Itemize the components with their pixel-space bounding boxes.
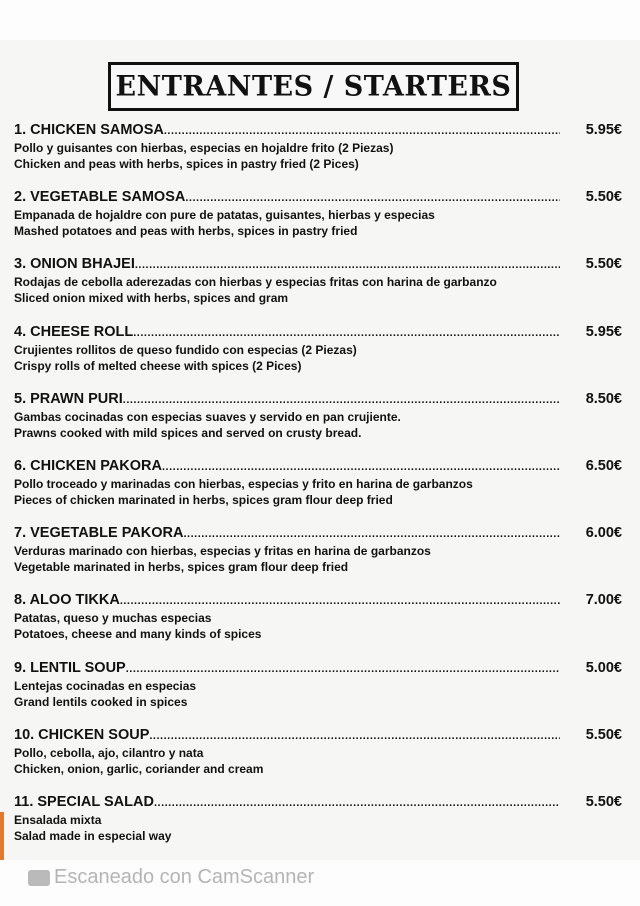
menu-item-description-en: Salad made in especial way [14,828,172,843]
menu-item-header [14,592,622,610]
menu-item [14,458,622,525]
menu-item-description-en: Chicken, onion, garlic, coriander and cream [14,761,264,776]
menu-item [14,189,622,256]
menu-item-name: 2. VEGETABLE SAMOSA [14,189,186,206]
menu-item [14,391,622,458]
menu-item-name: 3. ONION BHAJEI [14,256,135,273]
menu-item-header [14,794,622,812]
menu-item-description-en: Mashed potatoes and peas with herbs, spices in pastry fried [14,224,358,239]
menu-item-price: 6.00€ [585,525,622,542]
menu-item-description-en: Grand lentils cooked in spices [14,694,188,709]
dot-leader [185,192,560,204]
menu-item-description-en: Vegetable marinated in herbs, spices gram flour deep fried [14,560,349,575]
menu-item-description-es: Ensalada mixta [14,812,102,827]
menu-item-description-en: Sliced onion mixed with herbs, spices and gram [14,291,289,306]
menu-item-price: 5.50€ [585,189,622,206]
dot-leader [135,259,560,271]
dot-leader [149,730,560,742]
dot-leader [133,327,560,339]
menu-item-description-en: Prawns cooked with mild spices and served on crusty bread. [14,425,362,440]
menu-item [14,592,622,659]
section-title: ENTRANTES / STARTERS [115,70,512,103]
menu-item [14,256,622,323]
menu-item-name: 9. LENTIL SOUP [14,659,126,676]
menu-item-description-es: Crujientes rollitos de queso fundido con especias (2 Piezas) [14,342,357,357]
menu-item-description-en: Crispy rolls of melted cheese with spices (2 Pices) [14,358,302,373]
menu-item-name: 10. CHICKEN SOUP [14,726,150,743]
menu-items [14,122,622,861]
dot-leader [162,461,560,473]
menu-item-price: 5.50€ [585,256,622,273]
menu-item-price: 6.50€ [585,457,622,474]
menu-item-price: 8.50€ [585,390,622,407]
menu-item-price: 5.50€ [585,793,622,810]
menu-item-header [14,727,622,745]
menu-item-header [14,458,622,476]
menu-item-price: 5.95€ [585,323,622,340]
menu-item-description-en: Pieces of chicken marinated in herbs, spices gram flour deep fried [14,492,393,507]
menu-item-price: 5.00€ [585,659,622,676]
menu-item-price: 5.95€ [585,122,622,138]
watermark [28,866,314,889]
menu-item [14,122,622,189]
menu-item-description-es: Rodajas de cebolla aderezadas con hierbas y especias fritas con harina de garbanzo [14,275,497,290]
menu-item-name: 5. PRAWN PURI [14,390,123,407]
menu-item-name: 11. SPECIAL SALAD [14,793,154,810]
menu-item [14,727,622,794]
menu-item-name: 8. ALOO TIKKA [14,592,120,609]
menu-item-name: 6. CHICKEN PAKORA [14,457,162,474]
menu-item-name: 4. CHEESE ROLL [14,323,134,340]
dot-leader [126,663,560,675]
menu-item-name: 7. VEGETABLE PAKORA [14,525,184,542]
menu-item-description-es: Lentejas cocinadas en especias [14,678,197,693]
menu-item-description-es: Verduras marinado con hierbas, especias y fritas en harina de garbanzos [14,544,431,559]
dot-leader [123,394,560,406]
menu-item-name: 1. CHICKEN SAMOSA [14,122,164,138]
menu-item-price: 7.00€ [585,592,622,609]
menu-item-header [14,525,622,543]
page-edge [0,812,4,860]
dot-leader [183,528,560,540]
watermark-text: Escaneado con CamScanner [54,866,315,888]
menu-item-price: 5.50€ [585,726,622,743]
camscanner-icon [28,870,50,886]
menu-item [14,324,622,391]
dot-leader [154,797,560,809]
menu-item-description-es: Pollo troceado y marinadas con hierbas, especias y frito en harina de garbanzos [14,476,473,491]
menu-item [14,660,622,727]
menu-item [14,794,622,861]
menu-item-description-es: Gambas cocinadas con especias suaves y servido en pan crujiente. [14,409,401,424]
menu-item-header [14,256,622,274]
menu-item-header [14,391,622,409]
menu-item-header [14,324,622,342]
menu-item-description-en: Chicken and peas with herbs, spices in pastry fried (2 Pices) [14,157,359,171]
menu-item-description-es: Pollo, cebolla, ajo, cilantro y nata [14,745,204,760]
menu-item [14,525,622,592]
menu-item-description-es: Pollo y guisantes con hierbas, especias en hojaldre frito (2 Piezas) [14,141,394,155]
menu-item-header [14,660,622,678]
menu-item-description-en: Potatoes, cheese and many kinds of spices [14,627,262,642]
menu-item-header [14,122,622,140]
section-title-box [108,62,519,111]
dot-leader [120,595,560,607]
menu-item-description-es: Patatas, queso y muchas especias [14,611,212,626]
menu-item-header [14,189,622,207]
dot-leader [164,125,560,137]
menu-item-description-es: Empanada de hojaldre con pure de patatas, guisantes, hierbas y especias [14,208,435,223]
